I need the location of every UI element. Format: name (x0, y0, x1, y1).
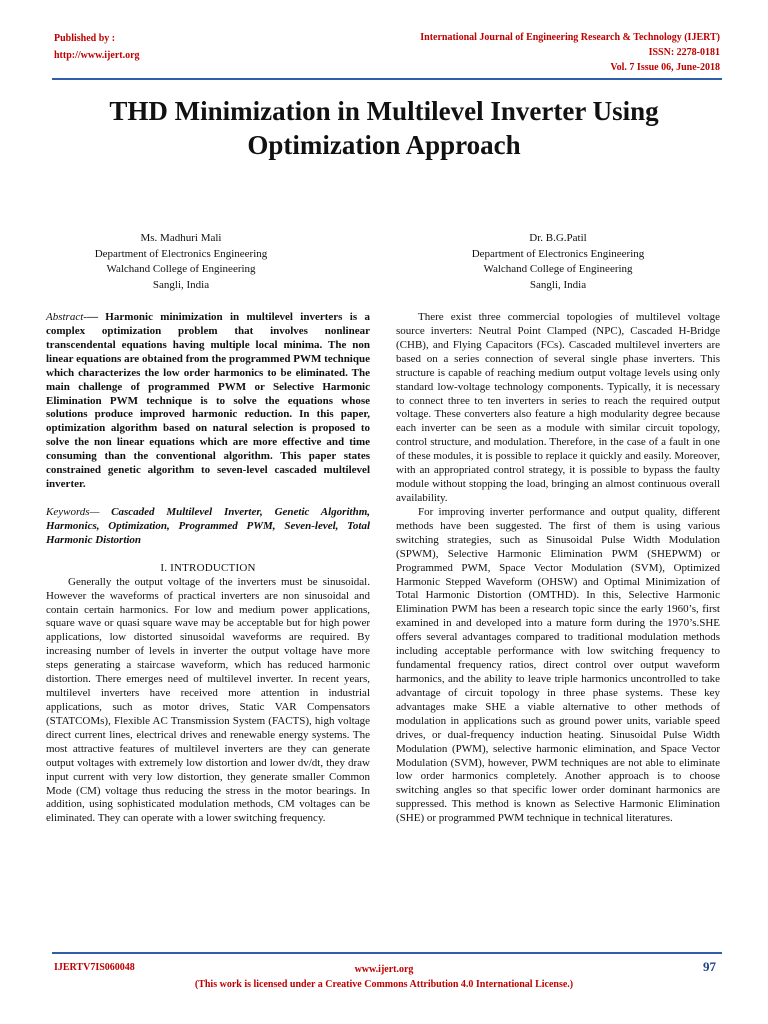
author-1-dept: Department of Electronics Engineering (94, 247, 268, 260)
author-2-college: Walchand College of Engineering (483, 263, 633, 275)
right-column (396, 311, 720, 826)
intro-paragraph-2: There exist three commercial topologies of multilevel voltage source inverters: Neutral Point Clamped (NPC), Cascaded H-Bridge (CHB), and Flying Capacitors (FCs). Cascaded multilevel inverters are based on a series connection of several single phase inverters. This structure is capable of reaching medium output voltage levels using only standard low-voltage technology components. Typically, it is necessary to connect three to ten inverters in series to reach the required output voltage. These converters also feature a high modularity degree because each inverter can be seen as a module with similar circuit topology, control structure, and modulation. Therefore, in the case of a fault in one of these modules, it is possible to replace it quickly and easily. Moreover, with an appropriated control strategy, it is possible to bypass the faulty module without stopping the load, bringing an almost continuous overall availability. (396, 311, 720, 504)
intro-paragraph-1: Generally the output voltage of the inverters must be sinusoidal. However the waveforms of practical inverters are non sinusoidal and contain certain harmonics. For low and medium power applications, square wave or quasi square wave may be acceptable but for high power applications, low distorted sinusoidal waveforms are required. By increasing number of levels in inverter the output voltage have more steps generating a staircase waveform, which has reduced harmonic distortion. There emerges need of multilevel inverter. In recent years, multilevel inverters have received more attention in industrial applications, such as motor drives, Static VAR Compensators (STATCOMs), Flexible AC Transmission System (FACTS), high voltage direct current lines, electrical drives and renewable energy systems. The most attractive features of multilevel inverters are they can generate output voltages with extremely low distortion and lower dv/dt, they draw input current with very low distortion, they generate smaller Common Mode (CM) voltage thus reducing the stress in the motor bearings. In addition, using sophisticated modulation methods, CM voltages can be eliminated. They can operate with a lower switching frequency. (46, 575, 370, 825)
footer-rule (52, 952, 722, 954)
volume-issue: Vol. 7 Issue 06, June-2018 (610, 62, 720, 73)
paper-title (40, 94, 728, 162)
abstract-lead: Abstract- (46, 311, 87, 323)
footer-paper-id: IJERTV7IS060048 (54, 962, 135, 973)
author-1 (56, 231, 306, 293)
header-publisher (54, 30, 140, 64)
keywords (46, 506, 370, 548)
published-by-label: Published by : (54, 33, 116, 44)
site-url-link[interactable]: http://www.ijert.org (54, 50, 140, 61)
header-journal (420, 30, 720, 75)
keywords-text: Cascaded Multilevel Inverter, Genetic Algorithm, Harmonics, Optimization, Programmed PWM, Seven-level, Total Harmonic Distortion (46, 505, 370, 546)
author-2-dept: Department of Electronics Engineering (471, 247, 645, 260)
author-2-name: Dr. B.G.Patil (529, 232, 587, 244)
footer-site-link[interactable]: www.ijert.org (354, 964, 414, 975)
intro-paragraph-3: For improving inverter performance and output quality, different methods have been suggested. The first of them is using various switching strategies, such as Sinusoidal Pulse Width Modulation (SPWM), Selective Harmonic Elimination PWM (SHEPWM) or Programmed PWM, Space Vector Modulation (SVM), Optimized Harmonic Stepped Waveform (OHSW) and Optimal Minimization of Total Harmonic Distortion (OMTHD). In this, Selective Harmonic Elimination PWM has been a research topic since the early 1960’s, first examined in and developed into a mature form during the 1970’s.SHE offers several advantages compared to traditional modulation methods including acceptable performance with low switching frequency to fundamental frequency ratios, direct control over output waveform harmonics, and the ability to leave triple harmonics uncontrolled to take advantage of circuit topology in three phase systems. These key advantages make SHE a viable alternative to other methods of modulation in applications such as ground power units, variable speed drives, or dual-frequency induction heating. Sinusoidal Pulse Width Modulation (PWM), selective harmonic elimination, and Space Vector Modulation (SVM), however, PWM techniques are not able to eliminate low order harmonics completely. Another approach is to choose switching angles so that specific lower order dominant harmonics are suppressed. This method is known as Selective Harmonic Elimination (SHE) or programmed PWM technique in technical literatures. (396, 505, 720, 825)
issn: ISSN: 2278-0181 (648, 47, 720, 58)
section-heading-introduction: I. INTRODUCTION (160, 561, 256, 574)
header-rule (52, 78, 722, 80)
keywords-lead: Keywords— (46, 505, 100, 518)
abstract (46, 311, 370, 492)
author-1-name: Ms. Madhuri Mali (140, 232, 222, 244)
author-1-location: Sangli, India (152, 278, 210, 291)
title-line-1: THD Minimization in Multilevel Inverter Using (109, 96, 659, 126)
author-2-location: Sangli, India (529, 278, 587, 291)
footer-center (0, 962, 768, 992)
journal-name: International Journal of Engineering Research & Technology (IJERT) (420, 32, 720, 43)
author-2 (433, 231, 683, 293)
abstract-text: — Harmonic minimization in multilevel inverters is a complex optimization problem that involves nonlinear transcendental equations having multiple local minima. The non linear equations are obtained from the programmed PWM technique which characterizes the low order harmonics to be eliminated. The main challenge of programmed PWM or Selective Harmonic Elimination PWM technique is to solve the equations whose solutions produce improved harmonic reduction. In this paper, optimization algorithm based on natural selection is proposed to solve the non linear equations which are more effective and time consuming than the conventional algorithm. This paper states constrained genetic algorithm to seven-level cascaded multilevel inverter. (46, 311, 370, 491)
author-1-college: Walchand College of Engineering (106, 263, 256, 275)
title-line-2: Optimization Approach (247, 130, 521, 160)
footer-license: (This work is licensed under a Creative Commons Attribution 4.0 International License.) (194, 979, 574, 990)
page-number: 97 (703, 959, 716, 974)
left-column (46, 311, 370, 826)
